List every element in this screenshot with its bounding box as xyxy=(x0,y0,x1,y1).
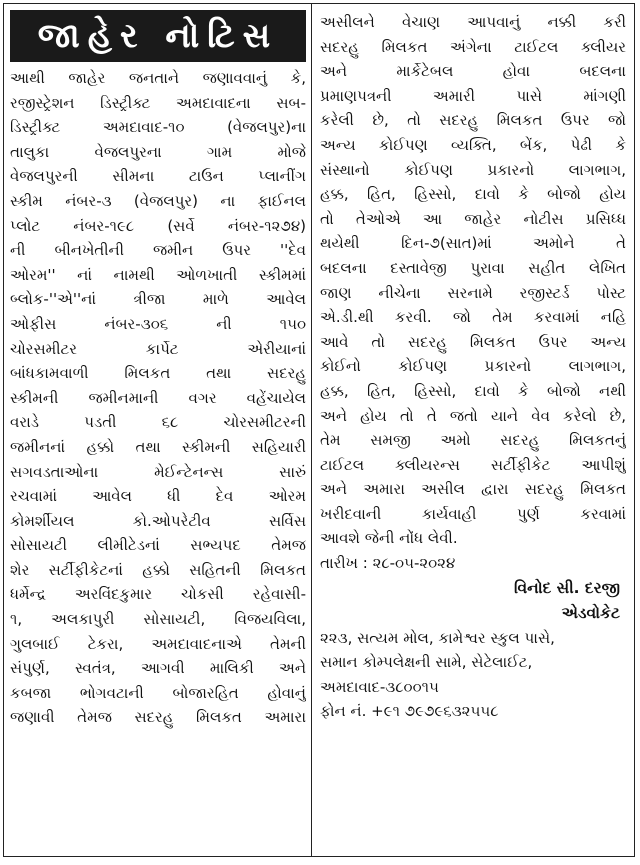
body-line: ડિસ્ટ્રીક્ટ અમદાવાદ-૧૦ (વેજલપુર)ના xyxy=(10,118,306,137)
notice-date: તારીખ : ૨૮-૦૫-૨૦૨૪ xyxy=(320,554,456,573)
body-line: આથી જાહેર જનતાને જણાવવાનું કે, xyxy=(10,69,306,87)
body-line: કબજા ભોગવટાની બોજારહિત હોવાનું xyxy=(10,683,306,702)
body-line: પ્રમાણપત્રની અમારી પાસે માંગણી xyxy=(320,86,626,105)
address-line: ૨૨૩, સત્યમ મોલ, કામેશ્વર સ્કુલ પાસે, xyxy=(320,628,555,647)
body-line: અસીલને વેચાણ આપવાનું નક્કી કરી xyxy=(320,13,626,31)
address-line: સમાન કોમ્પલેક્ષની સામે, સેટેલાઈટ, xyxy=(320,653,533,672)
body-line: આવે તો સદરહુ મિલકત ઉપર અન્ય xyxy=(320,332,626,351)
body-line: ઓફીસ નંબર-૩૦૬ ની ૧૫૦ xyxy=(10,314,306,333)
body-line: સંસ્થાનો કોઈપણ પ્રકારનો લાગભાગ, xyxy=(320,160,626,179)
body-line: બાંધકામવાળી મિલકત તથા સદરહુ xyxy=(10,364,306,383)
body-line: અને હોય તો તે જતો યાને વેવ કરેલો છે, xyxy=(320,406,626,425)
body-line: થયેથી દિન-૭(સાત)માં અમોને તે xyxy=(320,234,626,253)
body-line: ઓરમ'' નાં નામથી ઓળખાતી સ્કીમમાં xyxy=(10,265,306,284)
notice-title: જાહેર નોટિસ xyxy=(10,10,306,62)
body-line: તો તેઓએ આ જાહેર નોટીસ પ્રસિધ્ધ xyxy=(320,209,626,228)
column-divider xyxy=(311,4,312,856)
body-line: કરેલી છે, તો સદરહુ મિલકત ઉપર જો xyxy=(320,111,626,130)
body-line: અન્ય કોઈપણ વ્યક્તિ, બેંક, પેઢી કે xyxy=(320,135,626,154)
body-line: એ.ડી.થી કરવી. જો તેમ કરવામાં નહિ xyxy=(320,308,626,327)
body-line: વરાડે પડતી ૬૮ ચોરસમીટરની xyxy=(10,413,306,432)
left-column xyxy=(10,66,306,730)
body-line: અને અમારા અસીલ દ્વારા સદરહુ મિલકત xyxy=(320,480,626,499)
body-line: ચોરસમીટર કાર્પેટ એરીયાનાં xyxy=(10,339,306,358)
body-line: વેજલપુરની સીમના ટાઉન પ્લાનીંગ xyxy=(10,167,306,186)
body-line: કોઈનો કોઈપણ પ્રકારનો લાગભાગ, xyxy=(320,357,626,376)
signatory-name: વિનોદ સી. દરજી xyxy=(514,578,620,597)
body-line: આવશે જેની નોંધ લેવી. xyxy=(320,529,458,548)
body-line: જણાવી તેમજ સદરહુ મિલકત અમારા xyxy=(10,708,306,727)
body-line: સગવડતાઓના મેઈન્ટેનન્સ સારું xyxy=(10,462,306,481)
body-line: સંપુર્ણ, સ્વતંત્ર, આગવી માલિકી અને xyxy=(10,659,306,678)
body-line: રજીસ્ટ્રેશન ડિસ્ટ્રીક્ટ અમદાવાદના સબ- xyxy=(10,93,306,112)
body-line: ની બીનખેતીની જમીન ઉપર ''દેવ xyxy=(10,241,306,260)
body-line: હક્ક, હિત, હિસ્સો, દાવો કે બોજો નથી xyxy=(320,381,626,400)
body-line: ધર્મેન્દ્ર અરવિંદકુમાર ચોકસી રહેવાસી- xyxy=(10,585,306,604)
body-line: ટાઈટલ ક્લીયરન્સ સર્ટીફીકેટ આપીશું xyxy=(320,455,626,474)
right-column xyxy=(320,10,626,724)
body-line: સોસાયટી લીમીટેડનાં સભ્યપદ તેમજ xyxy=(10,536,306,555)
body-line: હક્ક, હિત, હિસ્સો, દાવો કે બોજો હોય xyxy=(320,185,626,204)
body-line: સ્કીમની જમીનમાની વગર વહેંચાયેલ xyxy=(10,388,306,407)
body-line: બદલના દસ્તાવેજી પુરાવા સહીત લેખિત xyxy=(320,258,626,277)
public-notice xyxy=(3,3,635,857)
body-line: ગુલબાઈ ટેકરા, અમદાવાદનાએ તેમની xyxy=(10,634,306,653)
body-line: ૧, અલકાપુરી સોસાયટી, વિજયવિલા, xyxy=(10,610,306,629)
body-line: પ્લોટ નંબર-૧૯૮ (સર્વે નંબર-૧૨૭૪) xyxy=(10,216,306,235)
body-line: જાણ નીચેના સરનામે રજીસ્ટર્ડ પોસ્ટ xyxy=(320,283,626,302)
body-line: સદરહુ મિલકત અંગેના ટાઈટલ ક્લીયર xyxy=(320,37,626,56)
body-line: બ્લોક-''એ''નાં ત્રીજા માળે આવેલ xyxy=(10,290,306,309)
address-line: અમદાવાદ-૩૮૦૦૧૫ xyxy=(320,677,439,696)
signatory-title: એડવોકેટ xyxy=(561,603,620,622)
body-line: તેમ સમજી અમો સદરહુ મિલકતનું xyxy=(320,431,626,450)
body-line: તાલુકા વેજલપુરના ગામ મોજે xyxy=(10,142,306,161)
body-line: શેર સર્ટીફીકેટનાં હક્કો સહિતની મિલકત xyxy=(10,560,306,579)
body-line: જમીનનાં હક્કો તથા સ્કીમની સહિયારી xyxy=(10,437,306,456)
body-line: કોમર્શીયલ કો.ઓપરેટીવ સર્વિસ xyxy=(10,511,306,530)
body-line: અને માર્કેટેબલ હોવા બદલના xyxy=(320,62,626,81)
body-line: સ્કીમ નંબર-૩ (વેજલપુર) ના ફાઈનલ xyxy=(10,191,306,210)
body-line: રચવામાં આવેલ ધી દેવ ઓરમ xyxy=(10,487,306,506)
phone-line: ફોન નં. +૯૧ ૭૯૭૯૬૩૨૫૫૮ xyxy=(320,702,499,721)
body-line: ખરીદવાની કાર્યવાહી પુર્ણ કરવામાં xyxy=(320,504,626,523)
